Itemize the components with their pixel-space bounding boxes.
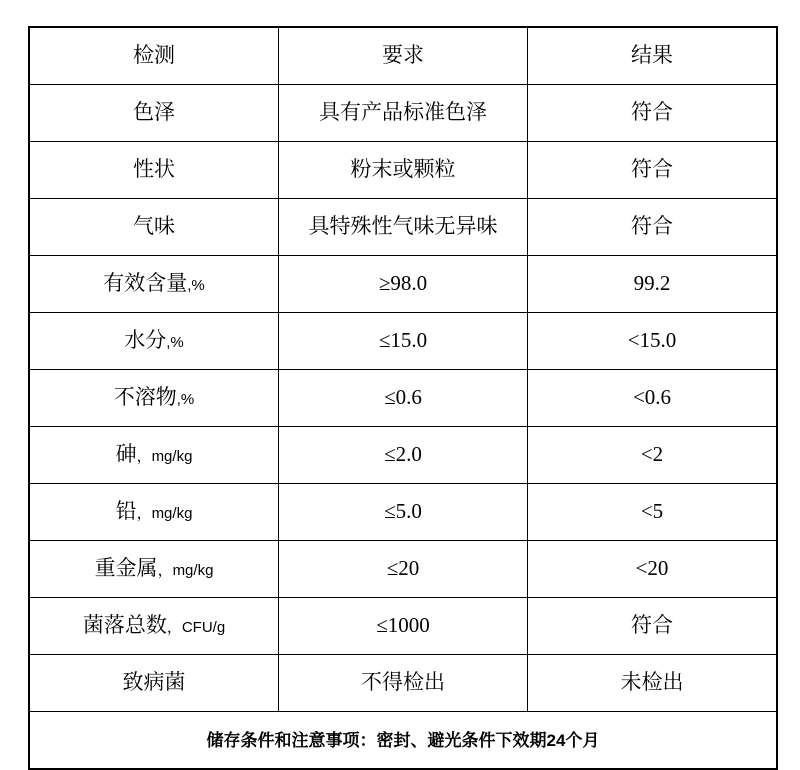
cell-requirement: ≥98.0 [279,256,528,313]
cell-item-unit: ,% [187,277,205,295]
table-row [29,427,777,484]
cell-item-label: 砷 [115,442,137,467]
cell-item [29,598,279,655]
column-header-item: 检测 [29,27,279,85]
cell-item-label: 致病菌 [122,670,186,695]
cell-result: <5 [528,484,778,541]
cell-result: <20 [528,541,778,598]
cell-item-unit: ,% [176,391,195,409]
cell-item [29,142,279,199]
cell-item [29,655,279,712]
table-row [29,199,777,256]
cell-item-unit: ,% [166,334,184,352]
cell-result: 未检出 [528,655,778,712]
cell-item [29,427,279,484]
table-row [29,655,777,712]
column-header-result: 结果 [528,27,778,85]
cell-requirement: 粉末或颗粒 [279,142,528,199]
cell-item [29,370,279,427]
cell-item-label: 重金属 [94,556,158,581]
cell-item [29,256,279,313]
cell-item-label: 菌落总数 [82,613,167,638]
table-header-row [29,27,777,85]
cell-item [29,85,279,142]
cell-result: <15.0 [528,313,778,370]
cell-item-label: 铅 [115,499,137,524]
table-row [29,541,777,598]
specification-table [28,26,778,770]
table-row [29,313,777,370]
table-row [29,85,777,142]
cell-item-label: 有效含量 [103,271,188,296]
cell-requirement: ≤0.6 [279,370,528,427]
table-row [29,142,777,199]
cell-result: <0.6 [528,370,778,427]
cell-item-label: 水分 [124,328,167,353]
storage-note-text: 储存条件和注意事项：密封、避光条件下效期24个月 [206,731,600,751]
storage-note-cell [29,712,777,770]
cell-item [29,313,279,370]
table-row [29,598,777,655]
cell-item-label: 气味 [133,214,175,239]
cell-result: 符合 [528,199,778,256]
cell-item-unit: ，CFU/g [166,619,226,637]
cell-item-label: 不溶物 [113,385,177,410]
cell-requirement: ≤15.0 [279,313,528,370]
cell-item [29,541,279,598]
table-footer-row [29,712,777,770]
cell-item [29,199,279,256]
cell-requirement: ≤2.0 [279,427,528,484]
cell-item-unit: ，mg/kg [157,562,214,580]
cell-requirement: 不得检出 [279,655,528,712]
table-row [29,484,777,541]
cell-item-label: 性状 [133,157,175,182]
cell-result: 符合 [528,598,778,655]
cell-result: 符合 [528,85,778,142]
cell-item [29,484,279,541]
cell-requirement: ≤1000 [279,598,528,655]
cell-requirement: ≤5.0 [279,484,528,541]
cell-result: 99.2 [528,256,778,313]
cell-requirement: 具有产品标准色泽 [279,85,528,142]
column-header-requirement: 要求 [279,27,528,85]
cell-requirement: ≤20 [279,541,528,598]
table-row [29,370,777,427]
table-row [29,256,777,313]
cell-result: 符合 [528,142,778,199]
cell-item-unit: ，mg/kg [136,448,193,466]
cell-item-unit: ，mg/kg [136,505,193,523]
cell-requirement: 具特殊性气味无异味 [279,199,528,256]
cell-item-label: 色泽 [133,100,175,125]
table-body [29,27,777,769]
cell-result: <2 [528,427,778,484]
